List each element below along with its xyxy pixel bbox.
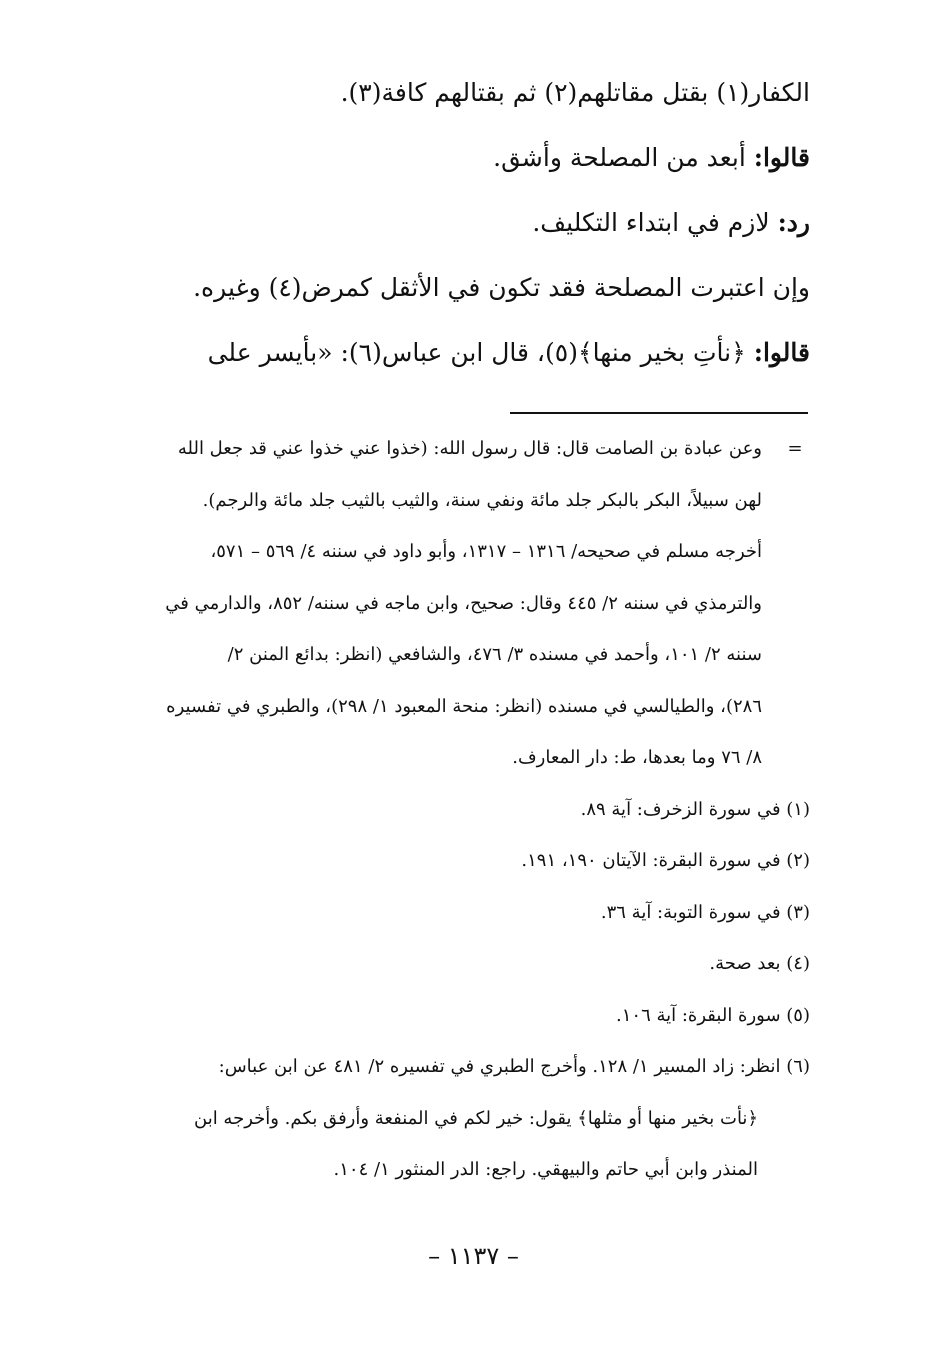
main-line-2-text: أبعد من المصلحة وأشق.: [493, 143, 746, 172]
continuation-mark: =: [787, 438, 803, 459]
qalu-label-2: قالوا:: [753, 338, 810, 367]
continued-line: ٢٨٦)، والطيالسي في مسنده (انظر: منحة المعبود ١/ ٢٩٨)، والطبري في تفسيره: [166, 695, 762, 717]
continued-line: وعن عبادة بن الصامت قال: قال رسول الله: (خذوا عني خذوا عني قد جعل الله: [177, 438, 762, 459]
continued-line: أخرجه مسلم في صحيحه/ ١٣١٦ – ١٣١٧، وأبو داود في سننه ٤/ ٥٦٩ – ٥٧١،: [210, 541, 762, 562]
main-line-5: [70, 320, 810, 385]
footnote-5: [70, 990, 810, 1042]
main-line-3-text: لازم في ابتداء التكليف.: [532, 208, 770, 237]
main-line-5-text: ﴿نأتِ بخير منها﴾(٥)، قال ابن عباس(٦): «بأيسر على: [207, 338, 746, 367]
main-line-1: الكفار(١) بقتل مقاتلهم(٢) ثم بقتالهم كافة(٣).: [340, 78, 810, 107]
qalu-label: قالوا:: [753, 143, 810, 172]
footnote-text: (٢) في سورة البقرة: الآيتان ١٩٠، ١٩١.: [521, 850, 810, 871]
footnote-6: [70, 1041, 810, 1196]
footnote-2: [70, 835, 810, 887]
footnote-4: [70, 938, 810, 990]
footnote-text: (١) في سورة الزخرف: آية ٨٩.: [580, 798, 810, 820]
continued-footnote: [70, 423, 810, 784]
main-text: [70, 60, 810, 385]
page-number: – ١١٣٧ –: [428, 1242, 519, 1270]
main-line-2: [70, 125, 810, 190]
footnote-text: المنذر وابن أبي حاتم والبيهقي. راجع: الدر المنثور ١/ ١٠٤.: [333, 1159, 758, 1180]
footnote-text: ﴿نأت بخير منها أو مثلها﴾ يقول: خير لكم في المنفعة وأرفق بكم. وأخرجه ابن: [194, 1107, 758, 1129]
continued-line: سننه ٢/ ١٠١، وأحمد في مسنده ٣/ ٤٧٦، والشافعي (انظر: بدائع المنن ٢/: [227, 644, 762, 665]
continued-line: والترمذي في سننه ٢/ ٤٤٥ وقال: صحيح، وابن ماجه في سننه/ ٨٥٢، والدارمي في: [165, 592, 762, 614]
footnote-separator: [510, 412, 808, 414]
footnote-text: (٦) انظر: زاد المسير ١/ ١٢٨. وأخرج الطبري في تفسيره ٢/ ٤٨١ عن ابن عباس:: [218, 1056, 810, 1077]
continued-line: لهن سبيلاً، البكر بالبكر جلد مائة ونفي سنة، والثيب بالثيب جلد مائة والرجم).: [202, 489, 762, 511]
footnote-1: [70, 784, 810, 836]
footnote-text: (٤) بعد صحة.: [709, 953, 810, 974]
footnote-text: (٣) في سورة التوبة: آية ٣٦.: [600, 901, 810, 923]
footnotes: [70, 423, 810, 1196]
main-line-3: [70, 190, 810, 255]
footnote-3: [70, 887, 810, 939]
radd-label: رد:: [777, 208, 810, 237]
footnote-text: (٥) سورة البقرة: آية ١٠٦.: [616, 1004, 810, 1026]
main-line-4: وإن اعتبرت المصلحة فقد تكون في الأثقل كمرض(٤) وغيره.: [193, 273, 810, 302]
continued-line: ٨/ ٧٦ وما بعدها، ط: دار المعارف.: [512, 747, 762, 768]
